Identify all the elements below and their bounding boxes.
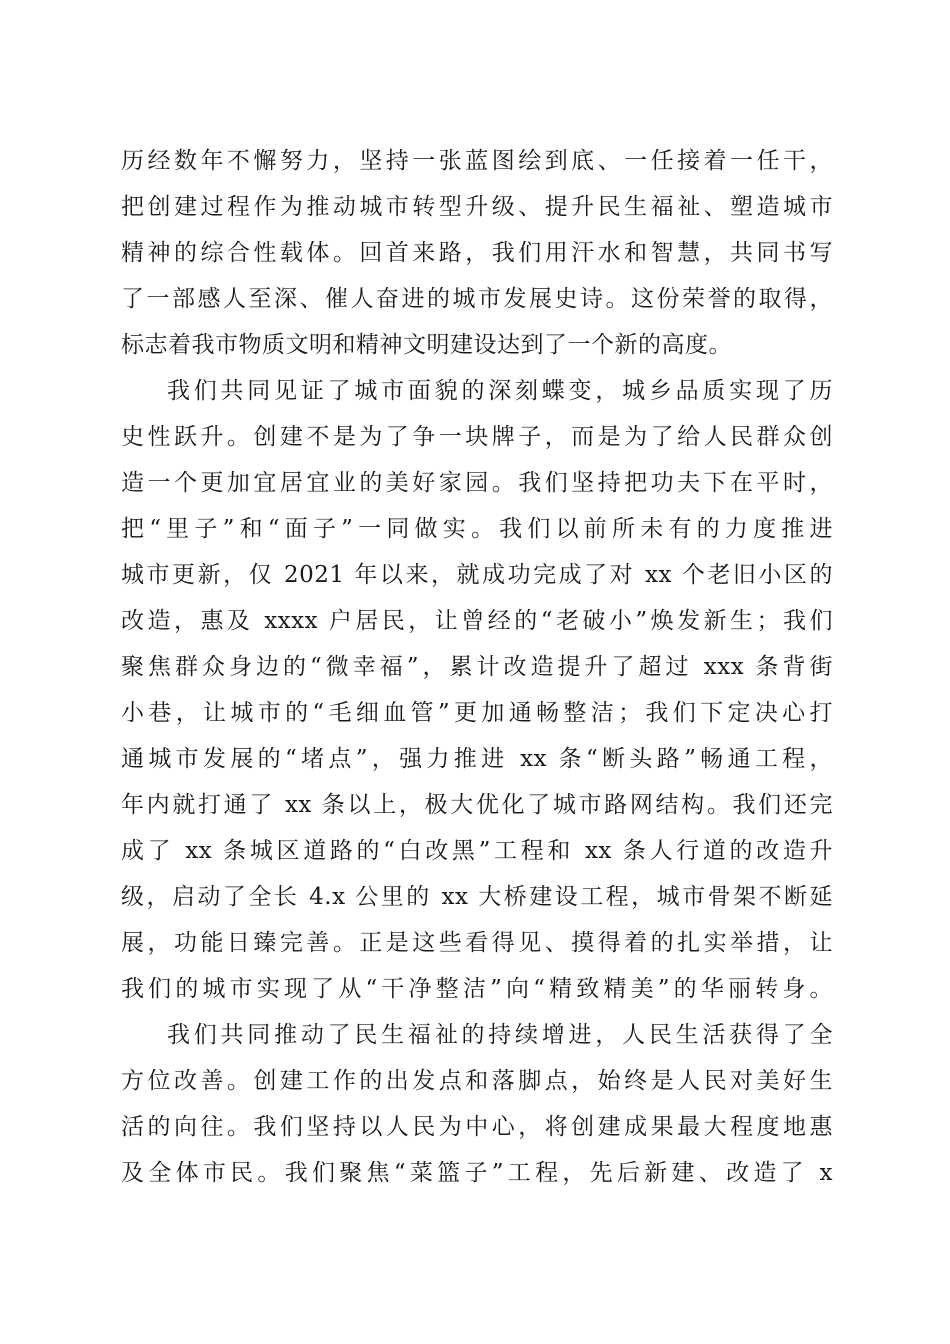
text-line: 历经数年不懈努力，坚持一张蓝图绘到底、一任接着一任干，: [121, 148, 833, 174]
text-line: 年内就打通了 xx 条以上，极大优化了城市路网结构。我们还完: [121, 792, 833, 818]
text-line: 成了 xx 条城区道路的“白改黑”工程和 xx 条人行道的改造升: [121, 838, 833, 864]
text-line: 及全体市民。我们聚焦“菜篮子”工程，先后新建、改造了 x: [121, 1160, 833, 1186]
text-line: 小巷，让城市的“毛细血管”更加通畅整洁；我们下定决心打: [121, 700, 833, 726]
text-line: 活的向往。我们坚持以人民为中心，将创建成果最大程度地惠: [121, 1114, 833, 1140]
text-line: 了一部感人至深、催人奋进的城市发展史诗。这份荣誉的取得，: [121, 286, 833, 312]
text-line: 把创建过程作为推动城市转型升级、提升民生福祉、塑造城市: [121, 194, 833, 220]
text-line: 史性跃升。创建不是为了争一块牌子，而是为了给人民群众创: [121, 424, 833, 450]
text-line: 改造，惠及 xxxx 户居民，让曾经的“老破小”焕发新生；我们: [121, 608, 833, 634]
text-line: 把“里子”和“面子”一同做实。我们以前所未有的力度推进: [121, 516, 833, 542]
text-line: 造一个更加宜居宜业的美好家园。我们坚持把功夫下在平时，: [121, 470, 833, 496]
text-line: 精神的综合性载体。回首来路，我们用汗水和智慧，共同书写: [121, 240, 833, 266]
text-line: 级，启动了全长 4.x 公里的 xx 大桥建设工程，城市骨架不断延: [121, 884, 833, 910]
text-line: 聚焦群众身边的“微幸福”，累计改造提升了超过 xxx 条背街: [121, 654, 833, 680]
text-line: 标志着我市物质文明和精神文明建设达到了一个新的高度。: [121, 332, 732, 358]
text-line: 展，功能日臻完善。正是这些看得见、摸得着的扎实举措，让: [121, 930, 833, 956]
text-line: 通城市发展的“堵点”，强力推进 xx 条“断头路”畅通工程，: [121, 746, 833, 772]
text-line: 方位改善。创建工作的出发点和落脚点，始终是人民对美好生: [121, 1068, 833, 1094]
text-line: 我们共同见证了城市面貌的深刻蝶变，城乡品质实现了历: [167, 378, 833, 404]
text-line: 我们的城市实现了从“干净整洁”向“精致精美”的华丽转身。: [121, 976, 833, 1002]
text-line: 城市更新，仅 2021 年以来，就成功完成了对 xx 个老旧小区的: [121, 562, 833, 588]
text-line: 我们共同推动了民生福祉的持续增进，人民生活获得了全: [167, 1022, 833, 1048]
